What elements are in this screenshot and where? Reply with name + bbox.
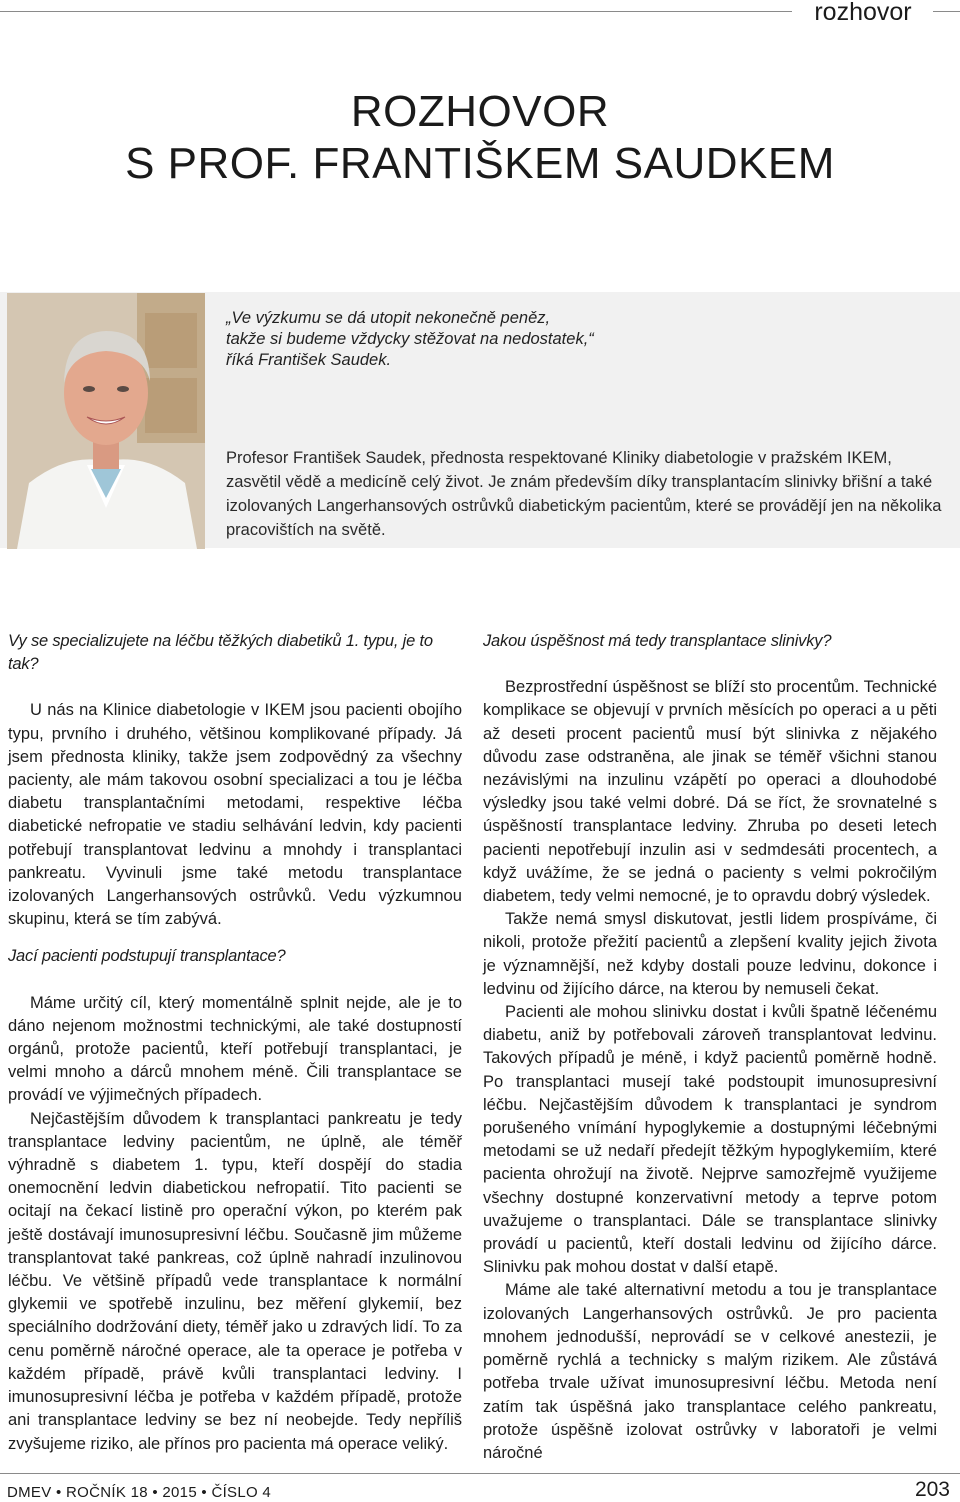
answer-paragraph: U nás na Klinice diabetologie v IKEM jsou pacienti obojího typu, prvního i druhého, většinou komplikované případy. Já jsem přednosta kliniky, takže jsem zodpovědný za všechny pacienty, ale mám takovou osobní specializaci a tou je léčba diabetu transplantačními metodami, respektive léčba diabetické nefropatie ve stadiu selhávání ledvin, kdy pacienti potřebují transplantovat ledvinu a mnohdy i transplantaci pankreatu. Vyvinuli jsme také metodu transplantace izolovaných Langerhansových ostrůvků. Vedu výzkumnou skupinu, která se tím zabývá. <box>8 701 462 929</box>
answer-paragraph: Máme určitý cíl, který momentálně splnit nejde, ale je to dáno nejenom možnostmi technickými, ale také dostupností orgánů, protože pacientů, kteří potřebují transplantaci, je velmi mnoho a dárců mnohem méně. Čili transplantace se provádí ve výjimečných případech. <box>8 993 462 1105</box>
intro-lead: Profesor František Saudek, přednosta respektované Kliniky diabetologie v pražském IKEM, zasvětil vědě a medicíně celý život. Je znám především díky transplantacím slinivky břišní a také izolovaných Langerhansových ostrůvků diabetickým pacientům, které se provádějí jen na několika pracovištích na světě. <box>226 449 942 539</box>
intro-quote <box>226 308 626 371</box>
page-number: 203 <box>914 1478 950 1501</box>
journal-info: DMEV • ROČNÍK 18 • 2015 • ČÍSLO 4 <box>7 1484 272 1501</box>
title-line-2: S PROF. FRANTIŠKEM SAUDKEM <box>125 139 835 188</box>
portrait-illustration <box>7 293 205 549</box>
question-3: Jakou úspěšnost má tedy transplantace slinivky? <box>483 632 832 650</box>
header-rule-left <box>0 11 792 12</box>
header-rule-right <box>933 11 960 12</box>
left-column <box>8 630 462 1456</box>
quote-line-3: říká František Saudek. <box>226 351 392 369</box>
question-1: Vy se specializujete na léčbu těžkých diabetiků 1. typu, je to tak? <box>8 632 433 674</box>
footer-rule <box>0 1473 960 1474</box>
title-line-1: ROZHOVOR <box>350 87 610 136</box>
question-2: Jací pacienti podstupují transplantace? <box>8 947 286 966</box>
quote-line-1: „Ve výzkumu se dá utopit nekonečně peněz, <box>226 309 551 327</box>
section-label: rozhovor <box>814 0 912 26</box>
right-column <box>483 630 937 1465</box>
quote-line-2: takže si budeme vždycky stěžovat na nedostatek,“ <box>226 330 594 348</box>
answer-paragraph: Takže nemá smysl diskutovat, jestli lidem prospíváme, či nikoli, protože přežití pacientů a zlepšení kvality jejich života je významnější, než kdyby dostali pouze ledvinu, dokonce i ledvinu od žijícího dárce, na kterou by nemuseli čekat. <box>483 910 937 998</box>
answer-paragraph: Bezprostřední úspěšnost se blíží sto procentům. Technické komplikace se objevují v prvních měsících po operaci a u pěti až deseti procent pacientů musí být slinivka z nějakého důvodu zase odstraněna, ale jinak se téměř všichni stanou nezávislými na inzulinu vzápětí po operaci a dlouhodobé výsledky jsou také velmi dobré. Dá se říct, že srovnatelné s úspěšností transplantace ledviny. Zhruba po deseti letech pacienti nepotřebují inzulin asi v sedmdesáti procentech, a když uvážíme, že se jedná o pacienty s velmi pokročilým diabetem, tedy velmi nemocné, je to opravdu dobrý výsledek. <box>483 678 937 906</box>
portrait-photo <box>7 293 205 549</box>
answer-paragraph: Pacienti ale mohou slinivku dostat i kvůli špatně léčenému diabetu, aniž by potřebovali zároveň transplantovat ledvinu. Takových případů je méně, i když pacientů poměrně hodně. Po transplantaci musejí také podstoupit imunosupresivní léčbu. Nejčastějším důvodem k transplantaci je syndrom porušeného vnímání hypoglykemie a dostupnými léčebnými metodami se už nedaří předejít těžkým hypoglykemiím, které pacienta ohrožují na životě. Nejprve samozřejmě využijeme všechny dostupné konzervativní metody a teprve potom uvažujeme o transplantaci. Dále se transplantace slinivky provádí u pacientů, kteří dostali ledvinu od žijícího dárce. Slinivku pak mohou dostat v další etapě. <box>483 1003 937 1277</box>
article-title <box>0 86 960 190</box>
answer-paragraph: Máme ale také alternativní metodu a tou je transplantace izolovaných Langerhansových ostrůvků. Je pro pacienta mnohem jednodušší, neprovádí se v celkové anestezii, je poměrně rychlá a technicky s malým rizikem. Ale zůstává potřeba trvale užívat imunosupresivní léčbu. Metoda není zatím tak úspěšná jako transplantace celého pankreatu, protože úspěšně izolovat ostrůvky v laboratoři je velmi náročné <box>483 1281 937 1462</box>
answer-paragraph: Nejčastějším důvodem k transplantaci pankreatu je tedy transplantace ledviny pacientům, ne úplně, ale téměř výhradně s diabetem 1. typu, kteří dospějí do stadia onemocnění ledvin diabetickou nefropatií. Tito pacienti se ocitají na čekací listině pro operační výkon, po kterém pak ještě dostávají imunosupresivní léčbu. Současně jim můžeme transplantovat také pankreas, což úplně nahradí inzulinovou léčbu. Ve většině případů vede transplantace k normální glykemii ve spotřebě inzulinu, bez měření glykemií, bez speciálního dodržování diety, téměř jako u zdravých lidí. To za cenu poměrně náročné operace, ale ta operace je potřeba v každém případě, právě kvůli transplantaci ledviny. I imunosupresivní léčba je potřeba v každém případě, protože ani transplantace ledviny se bez ní neobejde. Tedy nepříliš zvyšujeme riziko, ale přínos pro pacienta má operace veliký. <box>8 1109 462 1453</box>
